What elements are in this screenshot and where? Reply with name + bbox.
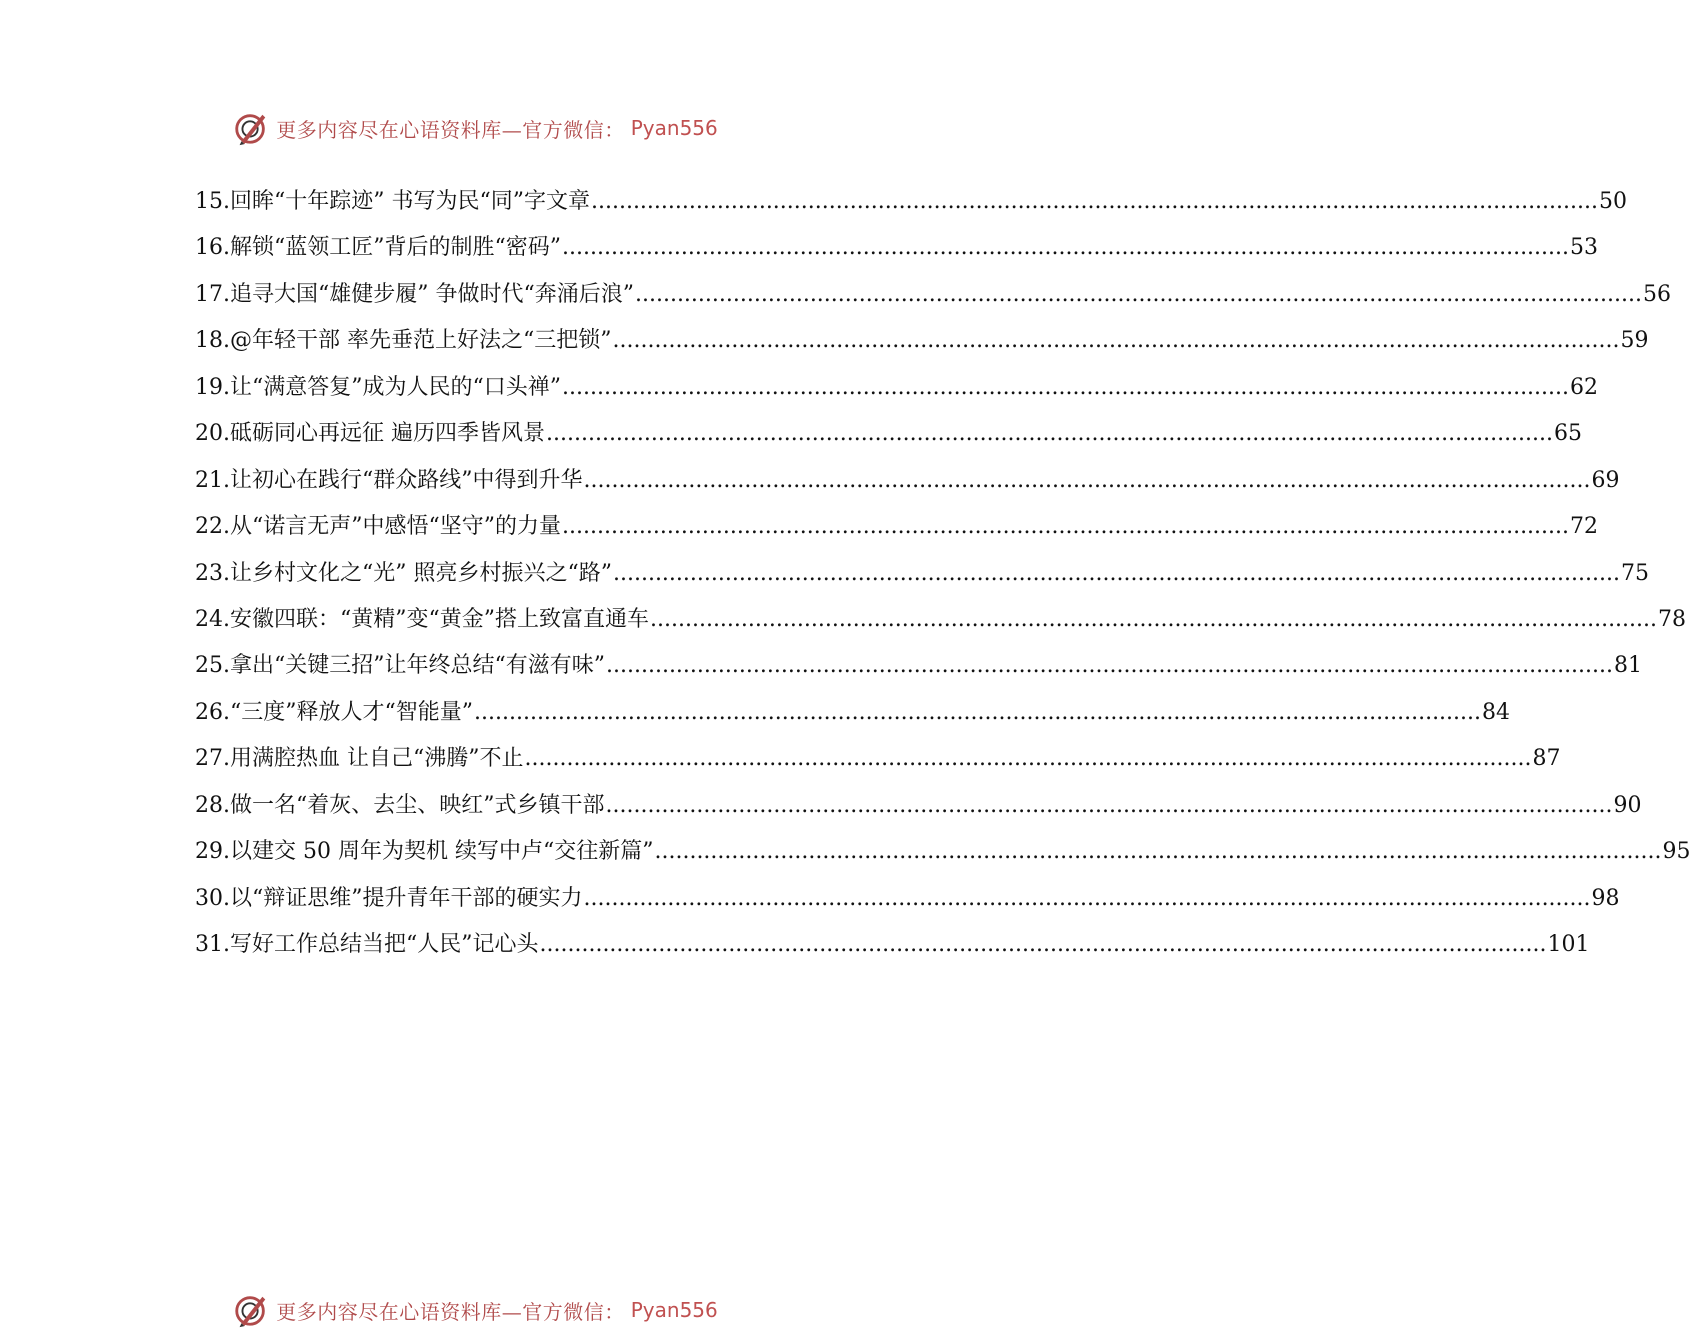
toc-entry-page: 95	[1662, 839, 1691, 865]
toc-entry-number: 30.	[195, 885, 230, 911]
toc-dot-leader	[650, 607, 1657, 632]
toc-dot-leader	[606, 793, 1613, 818]
toc-entry-title: 追寻大国“雄健步履” 争做时代“奔涌后浪”	[230, 281, 634, 307]
toc-entry-number: 15.	[195, 189, 230, 214]
toc-entry[interactable]	[195, 556, 1649, 602]
toc-entry-title: 回眸“十年踪迹” 书写为民“同”字文章	[230, 189, 590, 214]
toc-entry-title: 让“满意答复”成为人民的“口头禅”	[230, 374, 561, 400]
toc-entry-title: 让初心在践行“群众路线”中得到升华	[230, 467, 583, 493]
toc-entry[interactable]	[195, 881, 1620, 927]
toc-entry-number: 24.	[195, 606, 230, 632]
toc-entry[interactable]	[195, 509, 1599, 555]
toc-dot-leader	[584, 886, 1591, 911]
toc-entry-page: 81	[1614, 653, 1643, 679]
toc-entry-page: 78	[1658, 606, 1687, 632]
toc-entry-page: 69	[1591, 467, 1620, 493]
toc-dot-leader	[613, 328, 1620, 353]
toc-entry-number: 26.	[195, 699, 230, 725]
toc-entry-page: 90	[1613, 792, 1642, 818]
toc-entry-page: 75	[1621, 560, 1649, 586]
toc-entry[interactable]	[195, 648, 1643, 694]
toc-entry-title: 砥砺同心再远征 遍历四季皆风景	[230, 421, 545, 447]
toc-entry-number: 27.	[195, 746, 230, 772]
toc-entry-number: 31.	[195, 932, 230, 957]
toc-entry-page: 98	[1591, 885, 1620, 911]
toc-entry-title: 安徽四联：“黄精”变“黄金”搭上致富直通车	[230, 606, 649, 632]
toc-entry-number: 28.	[195, 792, 230, 818]
toc-dot-leader	[540, 932, 1547, 957]
toc-dot-leader	[591, 189, 1598, 214]
toc-entry-title: 写好工作总结当把“人民”记心头	[230, 932, 539, 957]
footer-banner-text: 更多内容尽在心语资料库—官方微信：	[276, 1299, 625, 1324]
toc-entry-page: 65	[1554, 421, 1583, 447]
toc-entry-number: 23.	[195, 560, 230, 586]
toc-entry-number: 19.	[195, 374, 230, 400]
toc-dot-leader	[613, 561, 1620, 586]
toc-dot-leader	[562, 514, 1569, 539]
pen-logo-icon	[232, 1291, 270, 1329]
toc-dot-leader	[606, 653, 1613, 678]
table-of-contents	[195, 184, 1691, 973]
toc-entry-page: 56	[1643, 281, 1671, 307]
toc-entry[interactable]	[195, 277, 1671, 323]
toc-entry-page: 87	[1532, 746, 1561, 772]
toc-entry-title: 让乡村文化之“光” 照亮乡村振兴之“路”	[230, 560, 612, 586]
toc-dot-leader	[562, 235, 1569, 260]
toc-entry-number: 17.	[195, 281, 230, 307]
footer-banner-account: Pyan556	[630, 1298, 718, 1322]
toc-entry-title: @年轻干部 率先垂范上好法之“三把锁”	[230, 328, 612, 354]
toc-entry[interactable]	[195, 741, 1561, 787]
toc-entry-page: 59	[1620, 328, 1649, 354]
toc-entry[interactable]	[195, 695, 1511, 741]
toc-entry-page: 53	[1570, 235, 1599, 261]
header-banner-content	[232, 109, 718, 147]
toc-entry[interactable]	[195, 370, 1599, 416]
pen-logo-icon	[232, 109, 270, 147]
toc-entry-title: 用满腔热血 让自己“沸腾”不止	[230, 746, 524, 772]
toc-entry-number: 20.	[195, 421, 230, 447]
toc-entry[interactable]	[195, 927, 1590, 973]
toc-dot-leader	[525, 746, 1532, 771]
toc-entry-page: 84	[1482, 699, 1511, 725]
toc-dot-leader	[474, 700, 1481, 725]
toc-entry-title: 以“辩证思维”提升青年干部的硬实力	[230, 885, 583, 911]
toc-entry-number: 25.	[195, 653, 230, 679]
toc-entry-number: 18.	[195, 328, 230, 354]
toc-entry-title: 做一名“着灰、去尘、映红”式乡镇干部	[230, 792, 605, 818]
toc-entry[interactable]	[195, 602, 1687, 648]
toc-entry-number: 16.	[195, 235, 230, 261]
toc-entry-title: 解锁“蓝领工匠”背后的制胜“密码”	[230, 235, 561, 261]
header-banner	[0, 106, 950, 150]
toc-entry[interactable]	[195, 416, 1583, 462]
toc-dot-leader	[562, 375, 1569, 400]
toc-entry[interactable]	[195, 184, 1627, 230]
toc-entry-page: 50	[1599, 189, 1627, 214]
toc-entry[interactable]	[195, 463, 1620, 509]
toc-dot-leader	[546, 421, 1553, 446]
footer-banner	[0, 1288, 950, 1332]
toc-entry-title: 拿出“关键三招”让年终总结“有滋有味”	[230, 653, 605, 679]
toc-entry-page: 62	[1570, 374, 1599, 400]
header-banner-text: 更多内容尽在心语资料库—官方微信：	[276, 117, 625, 142]
toc-entry[interactable]	[195, 788, 1642, 834]
toc-entry-page: 101	[1547, 932, 1590, 957]
toc-entry-title: “三度”释放人才“智能量”	[230, 699, 473, 725]
toc-entry-number: 21.	[195, 467, 230, 493]
toc-dot-leader	[584, 468, 1591, 493]
toc-entry-number: 22.	[195, 514, 230, 540]
toc-entry-title: 以建交 50 周年为契机 续写中卢“交往新篇”	[230, 839, 654, 865]
toc-entry-page: 72	[1570, 514, 1599, 540]
header-banner-account: Pyan556	[630, 116, 718, 140]
toc-entry[interactable]	[195, 834, 1691, 880]
toc-entry[interactable]	[195, 230, 1599, 276]
toc-dot-leader	[635, 282, 1642, 307]
toc-entry[interactable]	[195, 323, 1649, 369]
toc-entry-title: 从“诺言无声”中感悟“坚守”的力量	[230, 514, 561, 540]
toc-dot-leader	[654, 839, 1661, 864]
toc-entry-number: 29.	[195, 839, 230, 865]
footer-banner-content	[232, 1291, 718, 1329]
